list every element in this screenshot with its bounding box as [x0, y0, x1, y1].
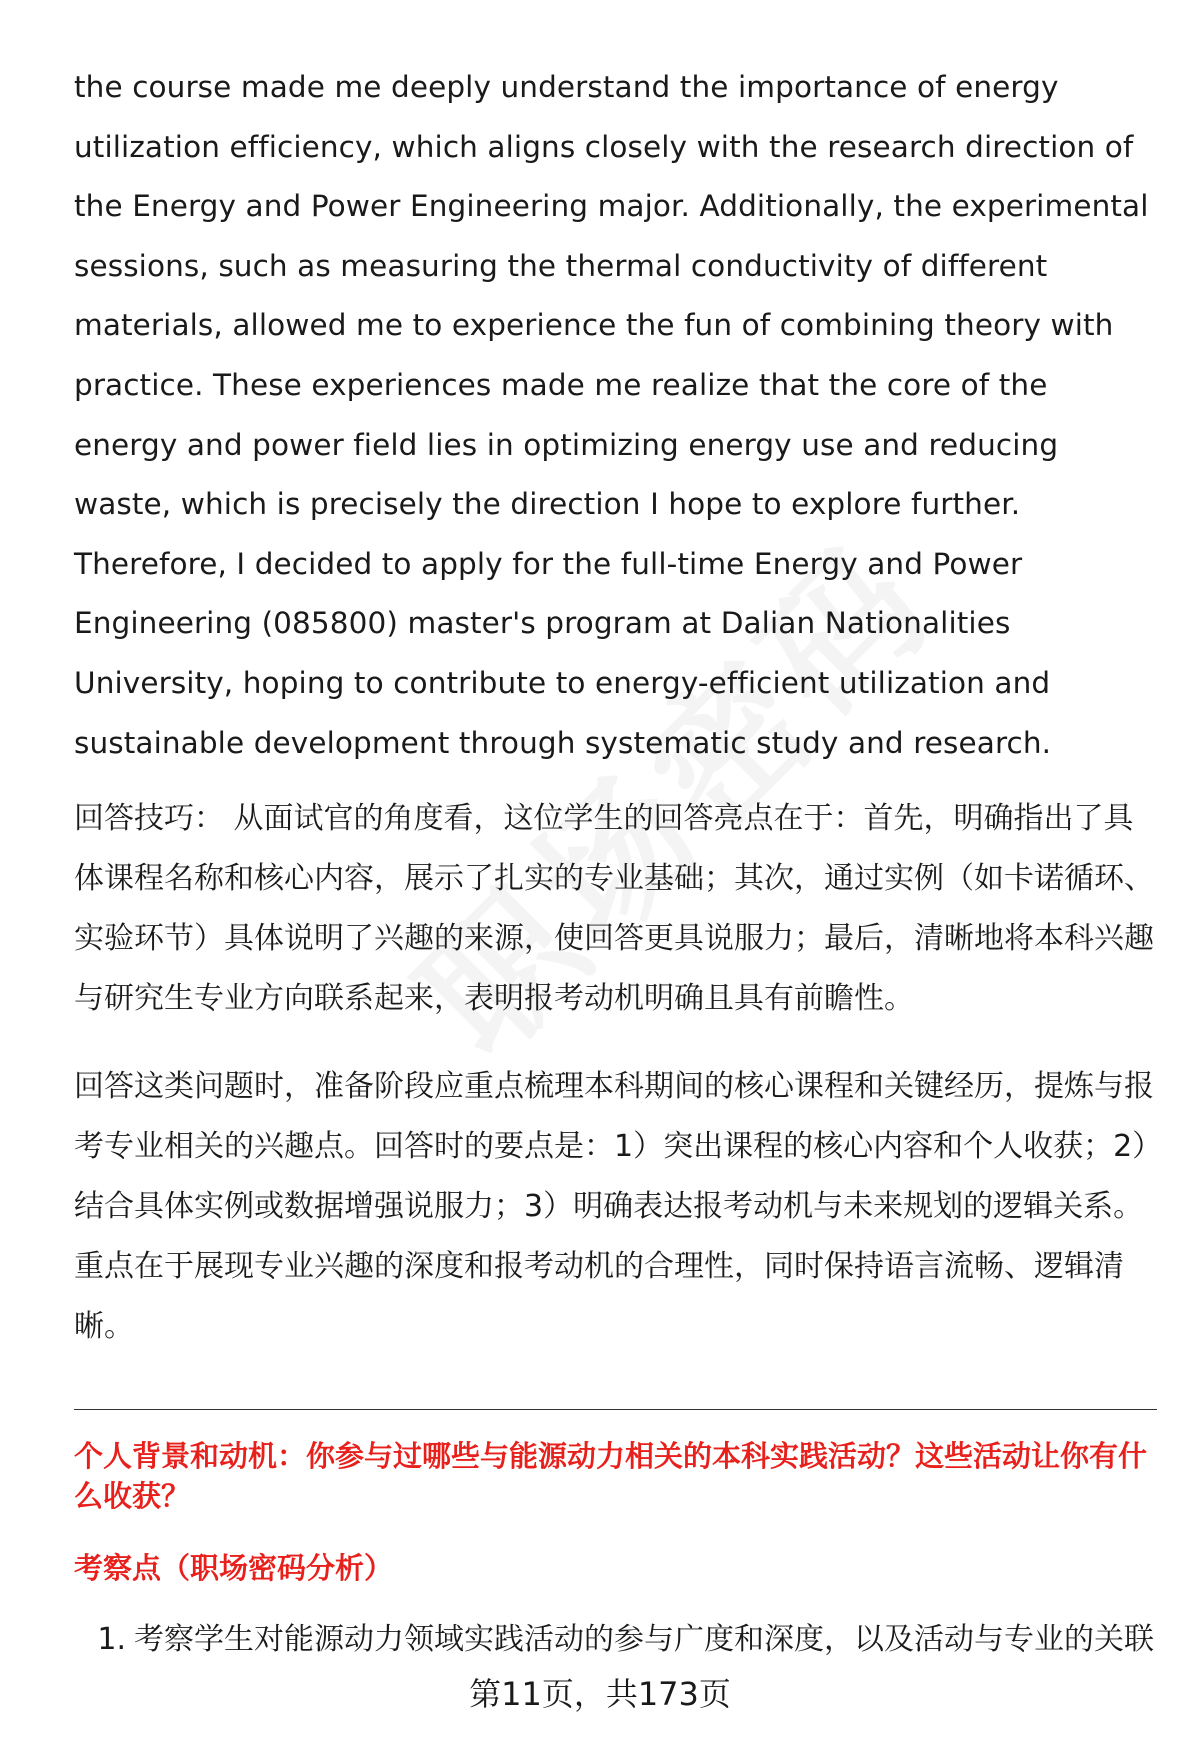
assessment-subheading: 考察点（职场密码分析）: [74, 1551, 394, 1586]
page-number-footer: 第11页，共173页: [469, 1675, 731, 1713]
answer-advice-paragraph: 回答这类问题时，准备阶段应重点梳理本科期间的核心课程和关键经历，提炼与报考专业相关的兴趣点。回答时的要点是：1）突出课程的核心内容和个人收获；2）结合具体实例或数据增强说服力；3）明确表达报考动机与未来规划的逻辑关系。重点在于展现专业兴趣的深度和报考动机的合理性，同时保持语言流畅、逻辑清晰。: [74, 1069, 1154, 1345]
section-divider: [74, 1409, 1157, 1410]
document-page: [74, 58, 1159, 1662]
list-item-text: 考察学生对能源动力领域实践活动的参与广度和深度，以及活动与专业的关联: [134, 1622, 1154, 1658]
question-heading: 个人背景和动机：你参与过哪些与能源动力相关的本科实践活动？这些活动让你有什么收获？: [74, 1439, 1148, 1514]
english-paragraph: the course made me deeply understand the importance of energy utilization efficiency, which aligns closely with the research direction of the Energy and Power Engineering major. Additionally, the experimental sessions, such as measuring the thermal conductivity of different materials, allowed me to experience the fun of combining theory with practice. These experiences made me realize that the core of the energy and power field lies in optimizing energy use and reducing waste, which is precisely the direction I hope to explore further. Therefore, I decided to apply for the full-time Energy and Power Engineering (085800) master's program at Dalian Nationalities University, hoping to contribute to energy-efficient utilization and sustainable development through systematic study and research.: [74, 70, 1149, 760]
answer-tip-paragraph: 回答技巧： 从面试官的角度看，这位学生的回答亮点在于：首先，明确指出了具体课程名称和核心内容，展示了扎实的专业基础；其次，通过实例（如卡诺循环、实验环节）具体说明了兴趣的来源，使回答更具说服力；最后，清晰地将本科兴趣与研究生专业方向联系起来，表明报考动机明确且具有前瞻性。: [74, 801, 1154, 1017]
list-item: [74, 1618, 1159, 1662]
list-item-number: 1.: [97, 1622, 126, 1658]
